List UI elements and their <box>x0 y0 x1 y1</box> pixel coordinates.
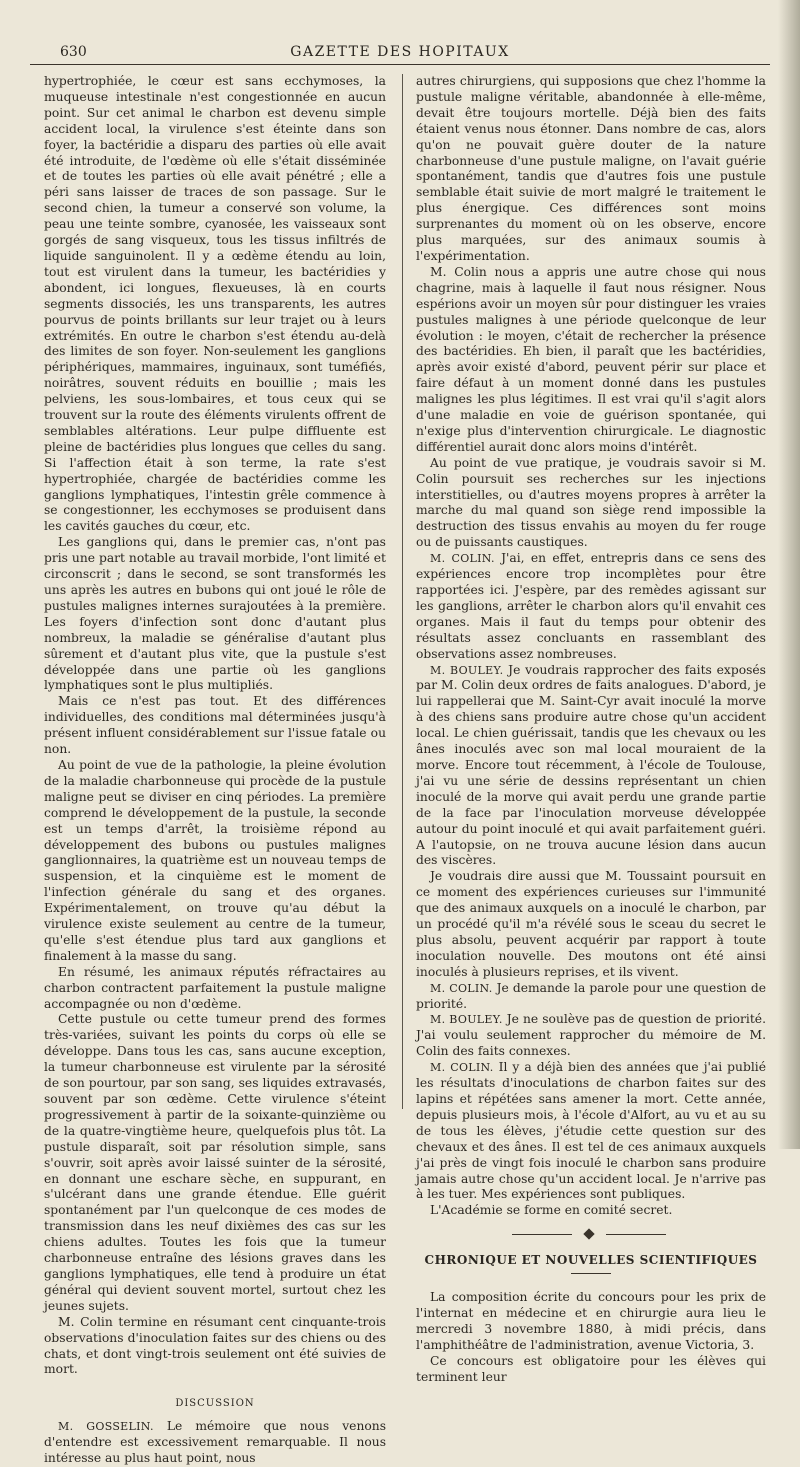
paragraph: M. Colin termine en résumant cent cinquante-trois observations d'inoculation faites sur des chiens ou des chats, et dont vingt-trois seulement ont été suivies de mort. <box>44 1314 386 1377</box>
column-divider <box>402 74 403 1109</box>
ornament-diamond <box>583 1229 594 1240</box>
paragraph: Au point de vue pratique, je voudrais savoir si M. Colin poursuit ses recherches sur les injections interstitielles, ou d'autres moyens propres à arrêter la marche du mal quand son siège rend impossible la destruction des tissus envahis au moyen du fer rouge ou de puissants caustiques. <box>416 455 766 550</box>
paragraph: autres chirurgiens, qui supposions que chez l'homme la pustule maligne véritable, abandonnée à elle-même, devait être toujours mortelle. Déjà bien des faits étaient venus nous étonner. Dans nombre de cas, alors qu'on ne pouvait guère douter de la nature charbonneuse d'une pustule maligne, on l'avait guérie spontanément, tandis que d'autres fois une pustule semblable était suivie de mort malgré le traitement le plus énergique. Ces différences sont moins surprenantes du moment où on les observe, encore plus marquées, sur des animaux soumis à l'expérimentation. <box>416 74 766 263</box>
left-column <box>44 74 386 1467</box>
paragraph: Mais ce n'est pas tout. Et des différences individuelles, des conditions mal déterminées jusqu'à présent influent considérablement sur l'issue fatale ou non. <box>44 694 386 757</box>
section-heading-discussion: DISCUSSION <box>175 1398 255 1410</box>
paragraph-text: Je demande la parole pour une question de priorité. <box>416 980 767 1011</box>
paragraph-text: Le mémoire que nous venons d'entendre est excessivement remarquable. Il nous intéresse au plus haut point, nous <box>44 1419 387 1466</box>
paragraph-text: Je voudrais rapprocher des faits exposés par M. Colin deux ordres de faits analogues. D'abord, je lui rappellerai que M. Saint-Cyr avait inoculé la morve à des chiens sans produire autre chose qu'un accident local. Le chien guérissait, tandis que les chevaux ou les ânes inoculés avec son mal local mouraient de la morve. Encore tout récemment, à l'école de Toulouse, j'ai vu une série de dessins représentant un chien inoculé de la morve qui avait perdu une grande partie de la face par l'inoculation morveuse développée autour du point inoculé et qui avait parfaitement guéri. A l'autopsie, on ne trouva aucune lésion dans aucun des viscères. <box>416 662 766 868</box>
ornament-line-left <box>512 1234 572 1235</box>
journal-title: GAZETTE DES HOPITAUX <box>290 44 510 60</box>
speaker-name: M. COLIN. <box>430 552 495 566</box>
page-number: 630 <box>60 44 87 60</box>
paragraph <box>416 981 766 1013</box>
right-column <box>416 74 766 1386</box>
paragraph: hypertrophiée, le cœur est sans ecchymoses, la muqueuse intestinale n'est congestionnée en aucun point. Sur cet animal le charbon est devenu simple accident local, la virulence s'est éteinte dans son foyer, la bactéridie a disparu des parties où elle avait été introduite, de l'œdème où elle s'était disséminée et de toutes les parties où elle avait pénétré ; elle a péri sans laisser de traces de son passage. Sur le second chien, la tumeur a conservé son volume, la peau une teinte sombre, cyanosée, les vaisseaux sont gorgés de sang visqueux, tous les tissus infiltrés de liquide sanguinolent. Il y a œdème étendu au loin, tout est virulent dans la tumeur, les bactéridies y abondent, ici longues, flexueuses, là en courts segments dissociés, les uns transparents, les autres pourvus de points brillants sur leur trajet ou à leurs extrémités. En outre le charbon s'est étendu au-delà des limites de son foyer. Non-seulement les ganglions périphériques, mammaires, inguinaux, sont tuméfiés, noirâtres, souvent réduits en bouillie ; mais les pelviens, les sous-lombaires, et tous ceux qui se trouvent sur la route des éléments virulents offrent de semblables altérations. Leur pulpe diffluente est pleine de bactéridies plus longues que celles du sang. Si l'affection était à son terme, la rate s'est hypertrophiée, chargée de bactéridies comme les ganglions lymphatiques, l'intestin grêle commence à se congestionner, les ecchymoses se produisent dans les cavités gauches du cœur, etc. <box>44 74 386 534</box>
paragraph: L'Académie se forme en comité secret. <box>430 1203 673 1218</box>
paragraph <box>416 551 766 662</box>
speaker-name: M. COLIN. <box>430 1061 494 1075</box>
section-ornament <box>416 1223 766 1247</box>
page-header <box>30 40 770 65</box>
paragraph: Je voudrais dire aussi que M. Toussaint poursuit en ce moment des expériences curieuses sur l'immunité que des animaux auxquels on a inoculé le charbon, par un procédé qu'il m'a révélé sous le sceau du secret le plus absolu, peuvent acquérir par rapport à toute inoculation nouvelle. Des moutons ont été ainsi inoculés à plusieurs reprises, et ils vivent. <box>416 869 766 979</box>
paragraph: La composition écrite du concours pour les prix de l'internat en médecine et en chirurgie aura lieu le mercredi 3 novembre 1880, à midi précis, dans l'amphithéâtre de l'administration, avenue Victoria, 3. <box>416 1290 766 1352</box>
paragraph <box>416 1012 766 1060</box>
paragraph-text: J'ai, en effet, entrepris dans ce sens des expériences encore trop incomplètes pour être rapportées ici. J'espère, par des remèdes agissant sur les ganglions, arrêter le charbon alors qu'il envahit ces organes. Mais il faut du temps pour obtenir des résultats assez concluants en rassemblant des observations assez nombreuses. <box>416 551 766 661</box>
speaker-name: M. COLIN. <box>430 981 493 995</box>
speaker-name: M. BOULEY. <box>430 1013 503 1027</box>
ornament-line-right <box>606 1234 666 1235</box>
paragraph: Ce concours est obligatoire pour les élèves qui terminent leur <box>416 1353 766 1384</box>
paragraph: Les ganglions qui, dans le premier cas, n'ont pas pris une part notable au travail morbide, l'ont limité et circonscrit ; dans le second, se sont transformés les uns après les autres en bubons qui ont joué le rôle de pustules malignes internes surajoutées à la première. Les foyers d'infection sont donc d'autant plus nombreux, la maladie se généralise d'autant plus sûrement et d'autant plus vite, que la pustule s'est développée dans une partie où les ganglions lymphatiques sont le plus multipliés. <box>44 535 386 693</box>
paragraph: M. Colin nous a appris une autre chose qui nous chagrine, mais à laquelle il faut nous résigner. Nous espérions avoir un moyen sûr pour distinguer les vraies pustules malignes à une période quelconque de leur évolution : le moyen, c'était de rechercher la présence des bactéridies. Eh bien, il paraît que les bactéridies, après avoir existé d'abord, peuvent périr sur place et faire défaut à un moment donné dans les pustules malignes les plus légitimes. Il est vrai qu'il s'agit alors d'une maladie en voie de guérison spontanée, qui n'exige plus d'intervention chirurgicale. Le diagnostic différentiel aurait donc alors moins d'intérêt. <box>416 264 766 454</box>
paragraph: Cette pustule ou cette tumeur prend des formes très-variées, suivant les points du corps où elle se développe. Dans tous les cas, sans aucune exception, la tumeur charbonneuse est virulente par la sérosité de son pourtour, par son sang, ses liquides extravasés, souvent par son œdème. Cette virulence s'éteint progressivement à partir de la soixante-quinzième ou de la quatre-vingtième heure, quelquefois plus tôt. La pustule disparaît, soit par résolution simple, sans s'ouvrir, soit après avoir laissé suinter de la sérosité, en donnant une eschare sèche, en suppurant, en s'ulcérant dans une grande étendue. Elle guérit spontanément par l'un quelconque de ces modes de transmission dans les neuf dixièmes des cas sur les chiens adultes. Toutes les fois que la tumeur charbonneuse entraîne des lésions graves dans les ganglions lymphatiques, elle tend à produire un état général qui devient souvent mortel, surtout chez les jeunes sujets. <box>44 1012 386 1313</box>
heading-underline <box>571 1273 611 1274</box>
paragraph: En résumé, les animaux réputés réfractaires au charbon contractent parfaitement la pustule maligne accompagnée ou non d'œdème. <box>44 964 386 1011</box>
paragraph <box>44 1419 386 1467</box>
paragraph-text: Je ne soulève pas de question de priorité. J'ai voulu seulement rapprocher du mémoire de M. Colin des faits connexes. <box>416 1012 766 1059</box>
page-edge-shadow <box>778 0 800 1149</box>
paragraph <box>416 663 766 870</box>
paragraph <box>416 1060 766 1203</box>
paragraph: Au point de vue de la pathologie, la pleine évolution de la maladie charbonneuse qui procède de la pustule maligne peut se diviser en cinq périodes. La première comprend le développement de la pustule, la seconde est un temps d'arrêt, la troisième répond au développement des bubons ou pustules malignes ganglionnaires, la quatrième est un nouveau temps de suspension, et la cinquième est le moment de l'infection générale du sang et des organes. Expérimentalement, on trouve qu'au début la virulence existe seulement au centre de la tumeur, qu'elle s'est étendue plus tard aux ganglions et finalement à la masse du sang. <box>44 757 386 963</box>
speaker-name: M. BOULEY. <box>430 663 504 677</box>
section-heading-chronique: CHRONIQUE ET NOUVELLES SCIENTIFIQUES <box>424 1253 758 1268</box>
speaker-name: M. GOSSELIN. <box>58 1420 154 1434</box>
paragraph-text: Il y a déjà bien des années que j'ai publié les résultats d'inoculations de charbon faites sur des lapins et répétées sans amener la mort. Cette année, depuis plusieurs mois, à l'école d'Alfort, au vu et au su de tous les élèves, j'étudie cette question sur des chevaux et des ânes. Il est tel de ces animaux auxquels j'ai près de vingt fois inoculé le charbon sans produire jamais autre chose qu'un accident local. Je n'arrive pas à les tuer. Mes expériences sont publiques. <box>416 1060 766 1202</box>
